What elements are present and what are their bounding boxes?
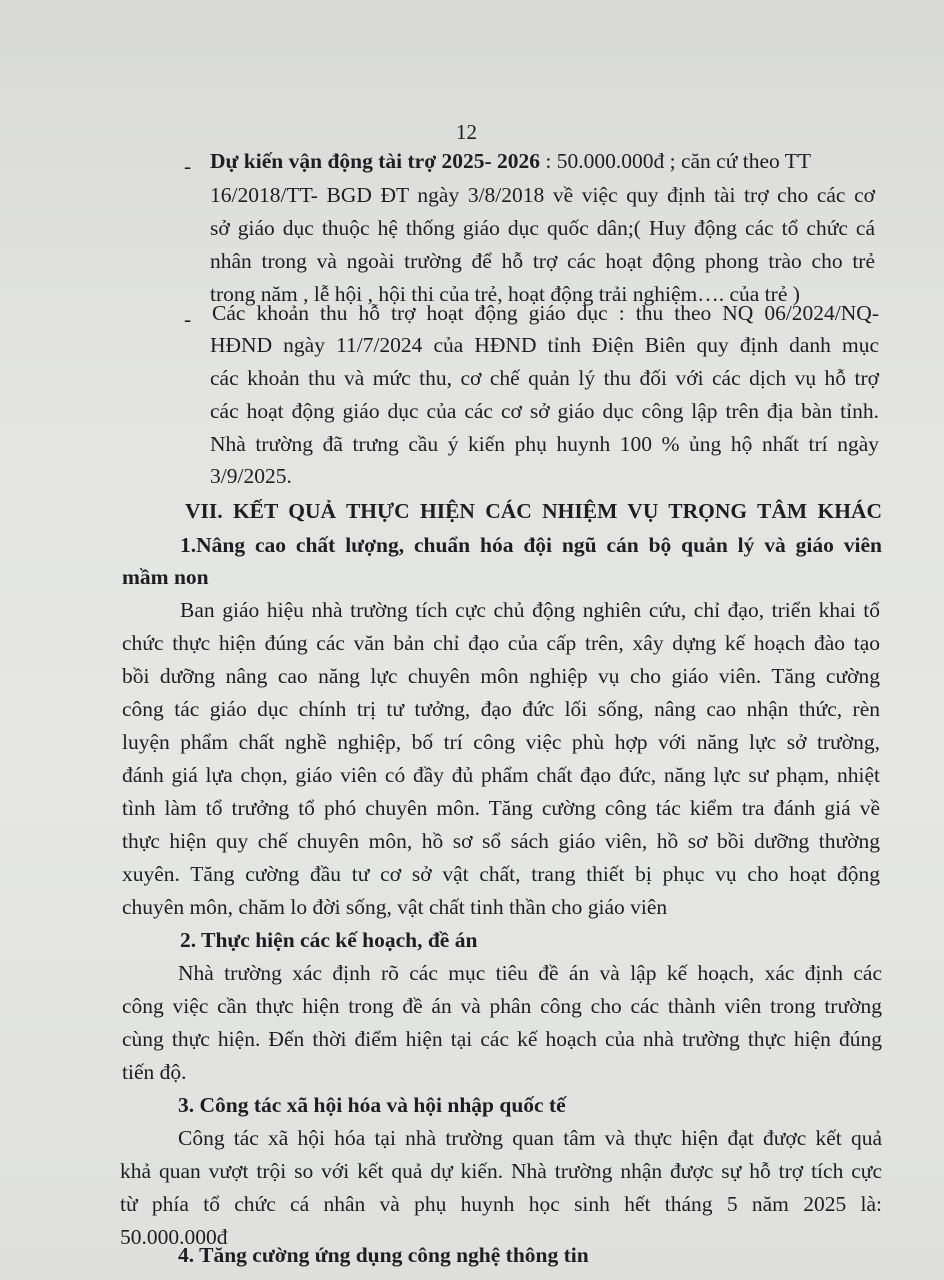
bullet-2-line-5: Nhà trường đã trưng cầu ý kiến phụ huynh 100 % ủng hộ nhất trí ngày [210,432,879,456]
sub1-para-line-1: Ban giáo hiệu nhà trường tích cực chủ động nghiên cứu, chỉ đạo, triển khai tổ [180,598,880,622]
sub2-para-line-3: cùng thực hiện. Đến thời điểm hiện tại các kế hoạch của nhà trường thực hiện đúng [122,1027,882,1051]
sub3-para-line-4: 50.000.000đ [120,1225,228,1249]
bullet-1-line-2: 16/2018/TT- BGD ĐT ngày 3/8/2018 về việc quy định tài trợ cho các cơ [210,183,875,207]
bullet-1-line-1 [210,146,811,176]
page-number: 12 [456,120,477,144]
bullet-1-bold: Dự kiến vận động tài trợ 2025- 2026 [210,149,541,173]
bullet-dash: - [184,307,192,331]
bullet-1-line-4: nhân trong và ngoài trường để hỗ trợ các hoạt động phong trào cho trẻ [210,249,875,273]
sub3-heading: 3. Công tác xã hội hóa và hội nhập quốc tế [178,1093,566,1117]
sub1-para-line-7: tình làm tổ trưởng tổ phó chuyên môn. Tăng cường công tác kiểm tra đánh giá về [122,796,880,820]
bullet-1-text: : 50.000.000đ ; căn cứ theo TT [540,149,812,173]
sub1-para-line-5: luyện phẩm chất nghề nghiệp, bố trí công việc phù hợp với năng lực sở trường, [122,730,880,754]
sub1-para-line-2: chức thực hiện đúng các văn bản chỉ đạo của cấp trên, xây dựng kế hoạch đào tạo [122,631,880,655]
bullet-2-line-1: Các khoản thu hỗ trợ hoạt động giáo dục : thu theo NQ 06/2024/NQ- [212,301,879,325]
bullet-2-line-2: HĐND ngày 11/7/2024 của HĐND tỉnh Điện Biên quy định danh mục [210,333,879,357]
sub1-para-line-3: bồi dưỡng nâng cao năng lực chuyên môn nghiệp vụ cho giáo viên. Tăng cường [122,664,880,688]
sub3-para-line-2: khả quan vượt trội so với kết quả dự kiến. Nhà trường nhận được sự hỗ trợ tích cực [120,1159,882,1183]
sub1-heading-line-2: mầm non [122,565,209,589]
bullet-dash: - [184,154,192,178]
bullet-1-line-3: sở giáo dục thuộc hệ thống giáo dục quốc dân;( Huy động các tổ chức cá [210,216,875,240]
sub2-heading: 2. Thực hiện các kế hoạch, đề án [180,928,478,952]
sub1-heading-line-1: 1.Nâng cao chất lượng, chuẩn hóa đội ngũ cán bộ quản lý và giáo viên [180,533,882,557]
section-title: VII. KẾT QUẢ THỰC HIỆN CÁC NHIỆM VỤ TRỌNG TÂM KHÁC [185,499,882,523]
sub1-para-line-10: chuyên môn, chăm lo đời sống, vật chất tinh thần cho giáo viên [122,895,668,919]
bullet-2-line-6: 3/9/2025. [210,464,292,488]
bullet-2-line-4: các hoạt động giáo dục của các cơ sở giáo dục công lập trên địa bàn tỉnh. [210,399,879,423]
sub2-para-line-1: Nhà trường xác định rõ các mục tiêu đề án và lập kế hoạch, xác định các [178,961,882,985]
sub1-para-line-6: đánh giá lựa chọn, giáo viên có đầy đủ phẩm chất đạo đức, năng lực sư phạm, nhiệt [122,763,880,787]
sub2-para-line-4: tiến độ. [122,1060,187,1084]
sub1-para-line-4: công tác giáo dục chính trị tư tưởng, đạo đức lối sống, nâng cao nhận thức, rèn [122,697,880,721]
sub3-para-line-3: từ phía tổ chức cá nhân và phụ huynh học sinh hết tháng 5 năm 2025 là: [120,1192,882,1216]
sub1-para-line-9: xuyên. Tăng cường đầu tư cơ sở vật chất, trang thiết bị phục vụ cho hoạt động [122,862,880,886]
bullet-2-line-3: các khoản thu và mức thu, cơ chế quản lý thu đối với các dịch vụ hỗ trợ [210,366,879,390]
sub3-para-line-1: Công tác xã hội hóa tại nhà trường quan tâm và thực hiện đạt được kết quả [178,1126,882,1150]
bullet-1-line-5: trong năm , lễ hội , hội thi của trẻ, hoạt động trải nghiệm…. của trẻ ) [210,282,800,306]
sub1-para-line-8: thực hiện quy chế chuyên môn, hồ sơ sổ sách giáo viên, hồ sơ bồi dưỡng thường [122,829,880,853]
sub4-heading: 4. Tăng cường ứng dụng công nghệ thông tin [178,1243,589,1267]
sub2-para-line-2: công việc cần thực hiện trong đề án và phân công cho các thành viên trong trường [122,994,882,1018]
